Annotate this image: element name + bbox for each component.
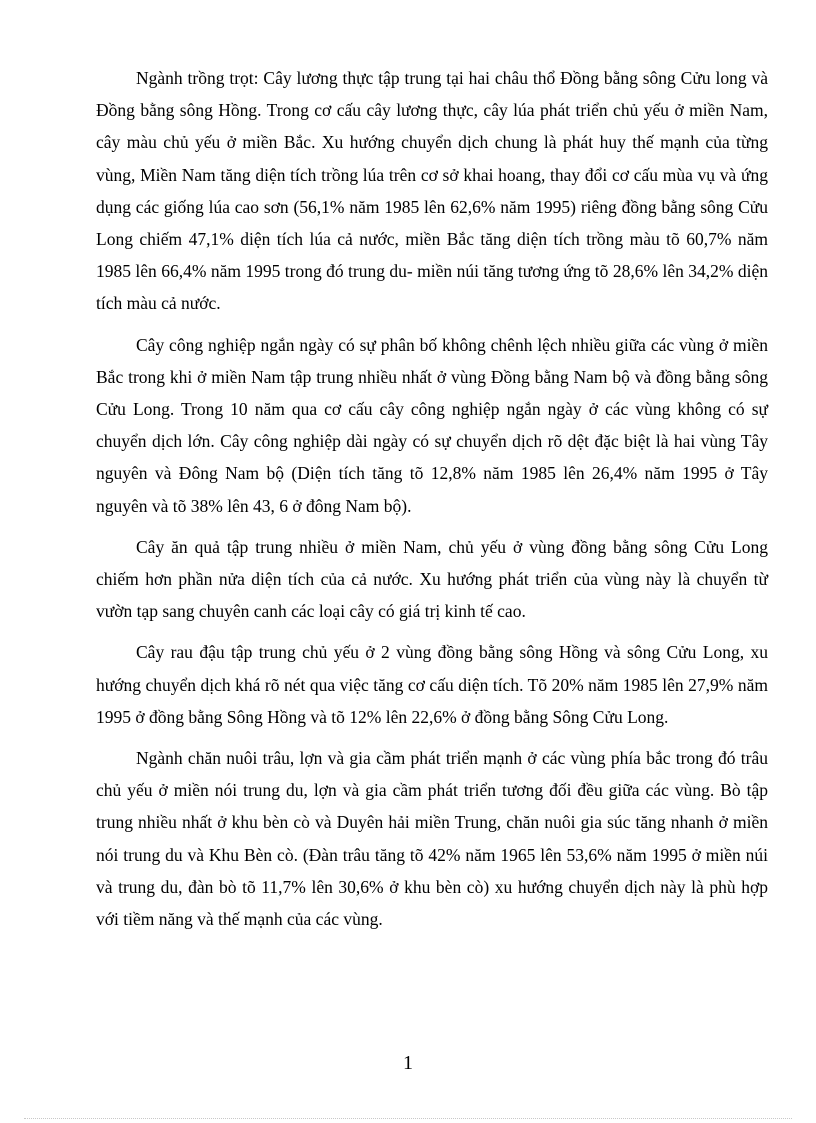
paragraph-vegetables: Cây rau đậu tập trung chủ yếu ở 2 vùng đồng bằng sông Hồng và sông Cửu Long, xu hướng chuyển dịch khá rõ nét qua việc tăng cơ cấu diện tích. Tõ 20% năm 1985 lên 27,9% năm 1995 ở đồng bằng Sông Hồng và tõ 12% lên 22,6% ở đồng bằng Sông Cửu Long.	[96, 642, 768, 727]
paragraph-crop-farming: Ngành trồng trọt: Cây lương thực tập trung tại hai châu thổ Đồng bằng sông Cửu long và Đồng bằng sông Hồng. Trong cơ cấu cây lương thực, cây lúa phát triển chủ yếu ở miền Nam, cây màu chủ yếu ở miền Bắc. Xu hướng chuyển dịch chung là phát huy thế mạnh của từng vùng, Miền Nam tăng diện tích trồng lúa trên cơ sở khai hoang, thay đổi cơ cấu mùa vụ và ứng dụng các giống lúa cao sơn (56,1% năm 1985 lên 62,6% năm 1995) riêng đồng bằng sông Cửu Long chiếm 47,1% diện tích lúa cả nước, miền Bắc tăng diện tích trồng màu tõ 60,7% năm 1985 lên 66,4% năm 1995 trong đó trung du- miền núi tăng tương ứng tõ 28,6% lên 34,2% diện tích màu cả nước.	[96, 68, 768, 314]
paragraph-livestock: Ngành chăn nuôi trâu, lợn và gia cầm phát triển mạnh ở các vùng phía bắc trong đó trâu chủ yếu ở miền nói trung du, lợn và gia cầm phát triển tương đối đều giữa các vùng. Bò tập trung nhiều nhất ở khu bèn cò và Duyên hải miền Trung, chăn nuôi gia súc tăng nhanh ở miền nói trung du và Khu Bèn cò. (Đàn trâu tăng tõ 42% năm 1965 lên 53,6% năm 1995 ở miền núi và trung du, đàn bò tõ 11,7% lên 30,6% ở khu bèn cò) xu hướng chuyển dịch này là phù hợp với tiềm năng và thế mạnh của các vùng.	[96, 748, 768, 930]
paragraph-industrial-crops: Cây công nghiệp ngắn ngày có sự phân bố không chênh lệch nhiều giữa các vùng ở miền Bắc trong khi ở miền Nam tập trung nhiều nhất ở vùng Đồng bằng Nam bộ và đồng bằng sông Cửu Long. Trong 10 năm qua cơ cấu cây công nghiệp ngắn ngày ở các vùng không có sự chuyển dịch lớn. Cây công nghiệp dài ngày có sự chuyển dịch rõ dệt đặc biệt là hai vùng Tây nguyên và Đông Nam bộ (Diện tích tăng tõ 12,8% năm 1985 lên 26,4% năm 1995 ở Tây nguyên và tõ 38% lên 43, 6 ở đông Nam bộ).	[96, 334, 768, 516]
paragraph-fruit-trees: Cây ăn quả tập trung nhiều ở miền Nam, chủ yếu ở vùng đồng bằng sông Cửu Long chiếm hơn phần nửa diện tích của cả nước. Xu hướng phát triển của vùng này là chuyển từ vườn tạp sang chuyên canh các loại cây có giá trị kinh tế cao.	[96, 536, 768, 622]
page-bottom-divider	[24, 1118, 792, 1119]
page-number: 1	[403, 1052, 413, 1074]
document-body	[96, 62, 768, 944]
